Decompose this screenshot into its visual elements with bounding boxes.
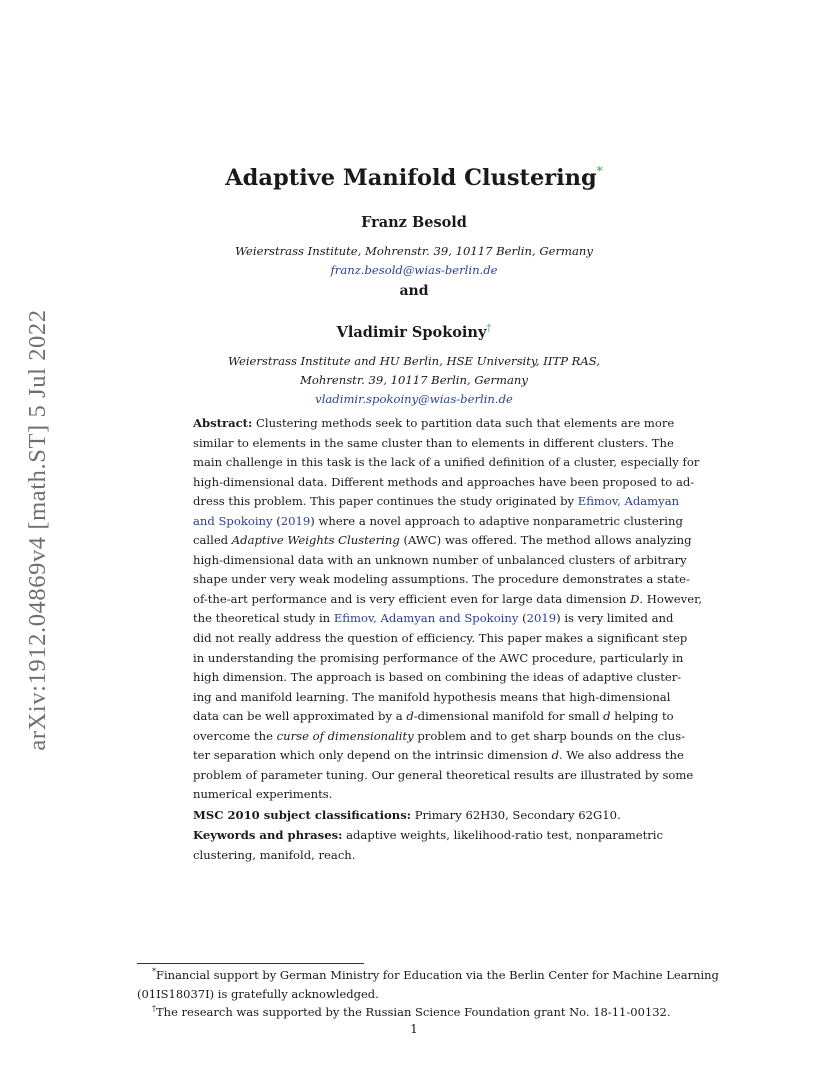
- abstract-line: [193, 434, 674, 454]
- abstract-line: [193, 688, 671, 708]
- msc-heading: MSC 2010 subject classifications:: [193, 808, 412, 822]
- abstract-line: [193, 727, 686, 747]
- abstract-line: [193, 649, 684, 669]
- footnote-2-text: The research was supported by the Russian Science Foundation grant No. 18-11-00132.: [156, 1005, 671, 1019]
- author-2-affiliation-line-2: Mohrenstr. 39, 10117 Berlin, Germany: [300, 373, 528, 387]
- msc-classification: [193, 806, 648, 826]
- abstract-text: problem of parameter tuning. Our general theoretical results are illustrated by some: [193, 767, 694, 782]
- abstract-text: numerical experiments.: [193, 787, 333, 802]
- citation-link[interactable]: Efimov, Adamyan and Spokoiny: [333, 611, 519, 626]
- author-2-name: Vladimir Spokoiny: [336, 324, 487, 341]
- abstract-text: Adaptive Weights Clustering: [231, 533, 400, 548]
- title-footnote-mark[interactable]: *: [596, 164, 603, 178]
- author-separator: and: [399, 283, 429, 299]
- abstract-text: ) where a novel approach to adaptive nonparametric clustering: [310, 513, 683, 528]
- arxiv-identifier: arXiv:1912.04869v4 [math.ST] 5 Jul 2022: [24, 309, 51, 751]
- msc-text: Primary 62H30, Secondary 62G10.: [411, 808, 621, 822]
- footnote-2-mark: †: [152, 1004, 156, 1013]
- footnote-1-line-1: [152, 967, 719, 982]
- abstract-line: [193, 609, 674, 629]
- abstract-text: high-dimensional data with an unknown number of unbalanced clusters of arbitrary: [193, 552, 687, 567]
- abstract-text: . However,: [639, 591, 703, 606]
- keywords: [193, 826, 663, 865]
- abstract-text: D: [630, 591, 640, 606]
- abstract: [193, 414, 703, 805]
- keywords-line-1: adaptive weights, likelihood-ratio test, nonparametric: [342, 828, 663, 842]
- abstract-text: problem and to get sharp bounds on the clus-: [413, 728, 686, 743]
- abstract-text: called: [193, 533, 232, 548]
- page-number: 1: [410, 1022, 418, 1036]
- abstract-text: similar to elements in the same cluster than to elements in different clusters. The: [193, 435, 674, 450]
- author-1-affiliation: Weierstrass Institute, Mohrenstr. 39, 10117 Berlin, Germany: [235, 244, 593, 258]
- citation-link[interactable]: 2019: [526, 611, 557, 626]
- abstract-text: . We also address the: [558, 748, 684, 763]
- abstract-line: [193, 492, 680, 512]
- abstract-line: [193, 590, 703, 610]
- author-name: [0, 323, 828, 341]
- abstract-line: [193, 453, 700, 473]
- abstract-line: [193, 531, 692, 551]
- citation-link[interactable]: and Spokoiny: [193, 513, 273, 528]
- footnote-1-mark: *: [152, 967, 156, 976]
- abstract-line: [193, 551, 687, 571]
- footnote-rule: [137, 963, 364, 964]
- abstract-text: high dimension. The approach is based on combining the ideas of adaptive cluster-: [193, 670, 682, 685]
- keywords-heading: Keywords and phrases:: [193, 828, 343, 842]
- footnote-1-text: Financial support by German Ministry for Education via the Berlin Center for Machine Learning: [156, 968, 719, 982]
- abstract-text: of-the-art performance and is very efficient even for large data dimension: [193, 591, 631, 606]
- abstract-text: ing and manifold learning. The manifold hypothesis means that high-dimensional: [193, 689, 671, 704]
- author-2-email-link[interactable]: vladimir.spokoiny@wias-berlin.de: [315, 392, 513, 406]
- abstract-line: [193, 707, 674, 727]
- abstract-line: [193, 473, 695, 493]
- abstract-text: (: [518, 611, 527, 626]
- abstract-text: d: [406, 709, 414, 724]
- citation-link[interactable]: Efimov, Adamyan: [577, 494, 680, 509]
- abstract-text: data can be well approximated by a: [193, 709, 407, 724]
- abstract-text: shape under very weak modeling assumptions. The procedure demonstrates a state-: [193, 572, 690, 587]
- author-2-affiliation-line-1: Weierstrass Institute and HU Berlin, HSE University, IITP RAS,: [227, 354, 600, 368]
- abstract-text: high-dimensional data. Different methods and approaches have been proposed to ad-: [193, 474, 695, 489]
- author-1-name: Franz Besold: [361, 214, 467, 231]
- abstract-text: (: [272, 513, 281, 528]
- abstract-line: [193, 746, 684, 766]
- abstract-line: [193, 785, 648, 805]
- abstract-text: the theoretical study in: [193, 611, 334, 626]
- abstract-text: helping to: [610, 709, 674, 724]
- abstract-text: dress this problem. This paper continues the study originated by: [193, 494, 578, 509]
- abstract-line: [193, 570, 690, 590]
- paper-title: [0, 164, 828, 191]
- paper-title-text: Adaptive Manifold Clustering: [225, 165, 597, 191]
- abstract-line: [193, 414, 675, 434]
- abstract-text: ter separation which only depend on the intrinsic dimension: [193, 748, 552, 763]
- abstract-text: in understanding the promising performance of the AWC procedure, particularly in: [193, 650, 684, 665]
- author-2-email[interactable]: [0, 392, 828, 406]
- abstract-line: [193, 512, 683, 532]
- abstract-text: curse of dimensionality: [276, 728, 414, 743]
- footnote-2: [152, 1004, 671, 1019]
- abstract-text: main challenge in this task is the lack of a unified definition of a cluster, especially for: [193, 455, 700, 470]
- footnote-1-line-2: (01IS18037I) is gratefully acknowledged.: [137, 987, 379, 1001]
- abstract-line: [193, 629, 688, 649]
- citation-link[interactable]: 2019: [280, 513, 311, 528]
- abstract-text: ) is very limited and: [556, 611, 674, 626]
- abstract-heading: Abstract:: [193, 416, 253, 430]
- abstract-line: [193, 668, 682, 688]
- abstract-text: (AWC) was offered. The method allows analyzing: [399, 533, 692, 548]
- abstract-text: d: [603, 709, 611, 724]
- abstract-text: -dimensional manifold for small: [413, 709, 604, 724]
- author-1-email-link[interactable]: franz.besold@wias-berlin.de: [330, 263, 498, 277]
- keywords-line-2: clustering, manifold, reach.: [193, 847, 356, 862]
- abstract-text: did not really address the question of efficiency. This paper makes a significant step: [193, 631, 688, 646]
- author-2-footnote-mark[interactable]: †: [486, 323, 492, 334]
- abstract-text: overcome the: [193, 728, 277, 743]
- author-1-email[interactable]: [0, 263, 828, 277]
- author-name: [0, 214, 828, 231]
- abstract-text: d: [551, 748, 559, 763]
- abstract-line: [193, 766, 694, 786]
- abstract-text: Clustering methods seek to partition data such that elements are more: [252, 416, 675, 430]
